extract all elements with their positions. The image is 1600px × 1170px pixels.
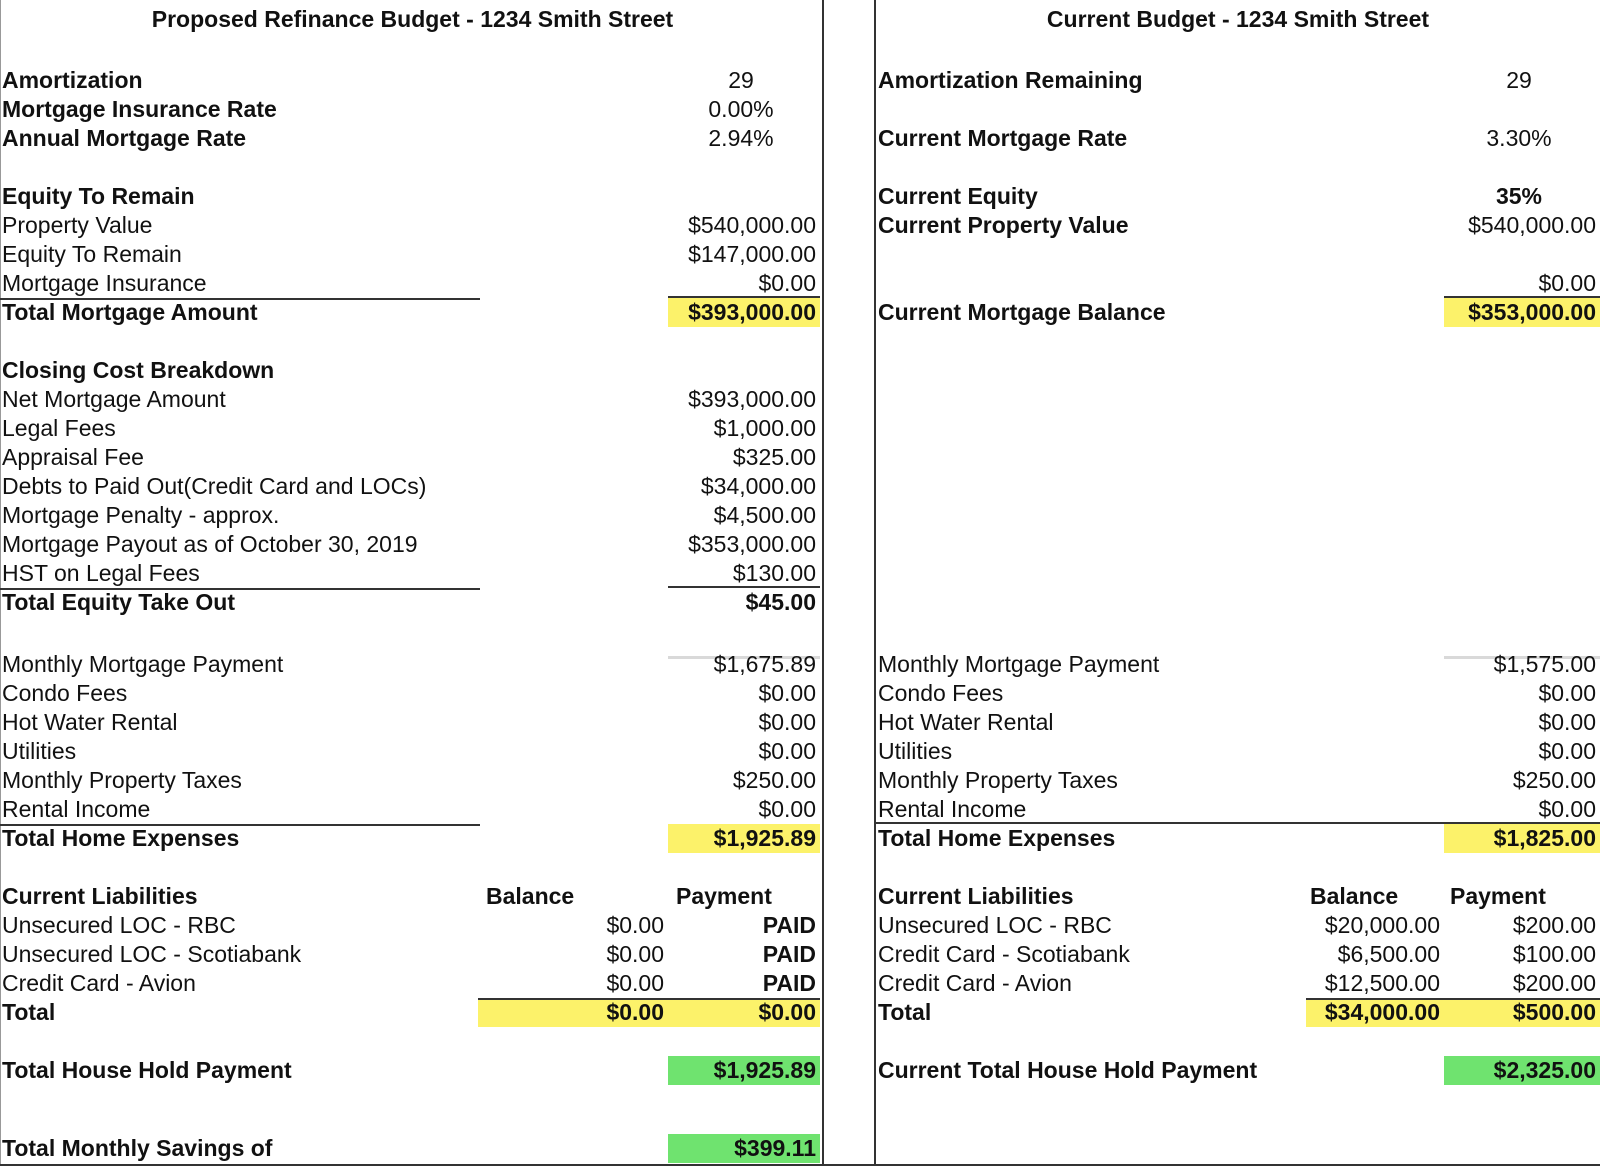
closing-item-row: Net Mortgage Amount $393,000.00 [2, 386, 816, 412]
total-household-payment-value: $1,925.89 [668, 1056, 820, 1085]
balance-column-header: Balance [1310, 883, 1399, 909]
amortization-remaining-row: Amortization Remaining 29 [878, 67, 1532, 93]
liability-row: Credit Card - Avion $12,500.00 $200.00 [878, 970, 1596, 996]
current-mortgage-rate-row: Current Mortgage Rate 3.30% [878, 125, 1552, 151]
expense-row: Condo Fees $0.00 [2, 680, 816, 706]
total-equity-take-out-row: Total Equity Take Out $45.00 [2, 589, 816, 615]
total-home-expenses-value: $1,825.00 [1444, 824, 1600, 853]
liability-row: Credit Card - Avion $0.00 PAID [2, 970, 816, 996]
total-mortgage-amount-value: $393,000.00 [668, 298, 820, 327]
liability-row: Unsecured LOC - RBC $20,000.00 $200.00 [878, 912, 1596, 938]
expense-row: Rental Income $0.00 [0, 795, 825, 824]
current-property-value-row: Current Property Value $540,000.00 [878, 212, 1596, 238]
liabilities-total-row: Total $34,000.00 $500.00 [876, 998, 1600, 1027]
payment-column-header: Payment [676, 883, 772, 909]
blank-value-row: $0.00 [876, 269, 1600, 298]
liabilities-header-row: Current Liabilities Balance Payment [2, 883, 772, 909]
closing-item-row: HST on Legal Fees $130.00 [0, 559, 825, 588]
annual-mortgage-rate-row: Annual Mortgage Rate 2.94% [2, 125, 774, 151]
total-home-expenses-value: $1,925.89 [668, 824, 820, 853]
expense-row: Rental Income $0.00 [876, 795, 1600, 824]
bottom-border [0, 1164, 1600, 1166]
proposed-budget-title: Proposed Refinance Budget - 1234 Smith Street [151, 6, 674, 32]
closing-item-row: Debts to Paid Out(Credit Card and LOCs) $34,000.00 [2, 473, 816, 499]
expense-row: Monthly Property Taxes $250.00 [2, 767, 816, 793]
total-household-payment-row: Total House Hold Payment $1,925.89 [0, 1056, 825, 1085]
total-home-expenses-row: Total Home Expenses $1,825.00 [876, 824, 1600, 853]
expense-row: Condo Fees $0.00 [878, 680, 1596, 706]
expense-row: Monthly Mortgage Payment $1,575.00 [878, 651, 1596, 677]
property-value-row: Property Value $540,000.00 [2, 212, 816, 238]
balance-column-header: Balance [486, 883, 575, 909]
total-mortgage-amount-row: Total Mortgage Amount $393,000.00 [0, 298, 825, 327]
expenses-underline [876, 795, 1600, 824]
expense-row: Hot Water Rental $0.00 [2, 709, 816, 735]
liabilities-total-row: Total $0.00 $0.00 [0, 998, 825, 1027]
liabilities-header-row: Current Liabilities Balance Payment [878, 883, 1546, 909]
current-mortgage-balance-value: $353,000.00 [1444, 298, 1600, 327]
total-home-expenses-row: Total Home Expenses $1,925.89 [0, 824, 825, 853]
closing-cost-heading: Closing Cost Breakdown [2, 357, 275, 383]
closing-item-row: Mortgage Payout as of October 30, 2019 $353,000.00 [2, 531, 816, 557]
current-budget-panel [876, 0, 1600, 1164]
expense-row: Monthly Property Taxes $250.00 [878, 767, 1596, 793]
closing-item-row: Appraisal Fee $325.00 [2, 444, 816, 470]
equity-to-remain-row: Equity To Remain $147,000.00 [2, 241, 816, 267]
equity-heading: Equity To Remain [2, 183, 195, 209]
mortgage-insurance-row: Mortgage Insurance $0.00 [0, 269, 825, 298]
liability-row: Unsecured LOC - RBC $0.00 PAID [2, 912, 816, 938]
mortgage-insurance-rate-row: Mortgage Insurance Rate 0.00% [2, 96, 774, 122]
current-total-household-payment-row: Current Total House Hold Payment $2,325.00 [876, 1056, 1600, 1085]
amortization-row: Amortization 29 [2, 67, 754, 93]
liability-row: Unsecured LOC - Scotiabank $0.00 PAID [2, 941, 816, 967]
current-total-household-payment-value: $2,325.00 [1444, 1056, 1600, 1085]
expense-row: Monthly Mortgage Payment $1,675.89 [2, 651, 816, 677]
current-budget-title: Current Budget - 1234 Smith Street [1046, 6, 1430, 32]
total-monthly-savings-value: $399.11 [668, 1134, 820, 1163]
total-monthly-savings-row: Total Monthly Savings of $399.11 [0, 1134, 825, 1163]
payment-column-header: Payment [1450, 883, 1546, 909]
current-equity-row: Current Equity 35% [878, 183, 1543, 209]
closing-item-row: Mortgage Penalty - approx. $4,500.00 [2, 502, 816, 528]
expense-row: Utilities $0.00 [2, 738, 816, 764]
closing-item-row: Legal Fees $1,000.00 [2, 415, 816, 441]
expense-row: Hot Water Rental $0.00 [878, 709, 1596, 735]
current-mortgage-balance-row: Current Mortgage Balance $353,000.00 [876, 298, 1600, 327]
expense-row: Utilities $0.00 [878, 738, 1596, 764]
liability-row: Credit Card - Scotiabank $6,500.00 $100.00 [878, 941, 1596, 967]
